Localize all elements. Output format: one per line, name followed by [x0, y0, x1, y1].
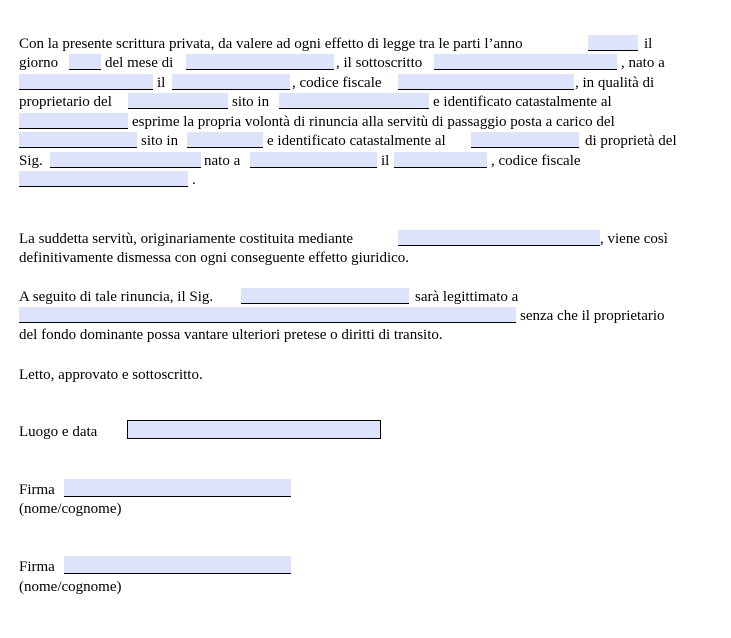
- owner-tax-code-field[interactable]: [19, 171, 188, 187]
- place-date-field[interactable]: [127, 420, 381, 439]
- text: sito in: [141, 133, 179, 149]
- cadastral-ref-field[interactable]: [19, 113, 128, 129]
- text: del mese di: [105, 55, 174, 71]
- text: e identificato catastalmente al: [433, 94, 612, 110]
- text: , codice fiscale: [292, 75, 382, 91]
- text: esprime la propria volontà di rinuncia alla servitù di passaggio posta a carico del: [132, 114, 615, 130]
- beneficiary-name-field[interactable]: [241, 288, 409, 304]
- text: del fondo dominante possa vantare ulteriori pretese o diritti di transito.: [19, 327, 443, 343]
- text: il: [644, 36, 653, 52]
- property-location-field[interactable]: [279, 93, 429, 109]
- text: proprietario del: [19, 94, 112, 110]
- owner-name-field[interactable]: [50, 152, 201, 168]
- text: , viene così: [600, 231, 668, 247]
- text: il: [381, 153, 390, 169]
- owner-birthplace-field[interactable]: [250, 152, 377, 168]
- place-date-label: Luogo e data: [19, 424, 98, 440]
- text: , codice fiscale: [491, 153, 581, 169]
- signature-label: Firma: [19, 559, 55, 575]
- text: di proprietà del: [585, 133, 677, 149]
- signature-sublabel: (nome/cognome): [19, 579, 122, 595]
- owner-birthdate-field[interactable]: [394, 152, 487, 168]
- signature-label: Firma: [19, 482, 55, 498]
- text: , il sottoscritto: [336, 55, 423, 71]
- year-field[interactable]: [588, 35, 638, 51]
- text: e identificato catastalmente al: [267, 133, 446, 149]
- closing-text: Letto, approvato e sottoscritto.: [19, 367, 203, 383]
- text: Sig.: [19, 153, 43, 169]
- text: il: [157, 75, 166, 91]
- servient-location-field[interactable]: [187, 132, 263, 148]
- text: senza che il proprietario: [520, 308, 665, 324]
- text: sarà legittimato a: [415, 289, 519, 305]
- text: giorno: [19, 55, 59, 71]
- signature-field-2[interactable]: [64, 556, 291, 574]
- tax-code-field[interactable]: [398, 74, 574, 90]
- day-field[interactable]: [69, 54, 101, 70]
- text: La suddetta servitù, originariamente costituita mediante: [19, 231, 354, 247]
- text: nato a: [204, 153, 241, 169]
- authorized-activity-field[interactable]: [19, 307, 516, 323]
- text: , nato a: [621, 55, 665, 71]
- birthdate-field[interactable]: [172, 74, 290, 90]
- signature-sublabel: (nome/cognome): [19, 501, 122, 517]
- text: , in qualità di: [575, 75, 655, 91]
- month-field[interactable]: [186, 54, 334, 70]
- signature-field-1[interactable]: [64, 479, 291, 497]
- servient-cadastral-field[interactable]: [471, 132, 579, 148]
- property-type-field[interactable]: [128, 93, 228, 109]
- text: Con la presente scrittura privata, da valere ad ogni effetto di legge tra le parti l’anno: [19, 36, 523, 52]
- text: A seguito di tale rinuncia, il Sig.: [19, 289, 214, 305]
- text: sito in: [232, 94, 270, 110]
- birthplace-field[interactable]: [19, 74, 153, 90]
- text: .: [192, 172, 196, 188]
- undersigned-name-field[interactable]: [434, 54, 617, 70]
- servient-property-field[interactable]: [19, 132, 137, 148]
- text: definitivamente dismessa con ogni conseguente effetto giuridico.: [19, 250, 410, 266]
- deed-field[interactable]: [398, 230, 600, 246]
